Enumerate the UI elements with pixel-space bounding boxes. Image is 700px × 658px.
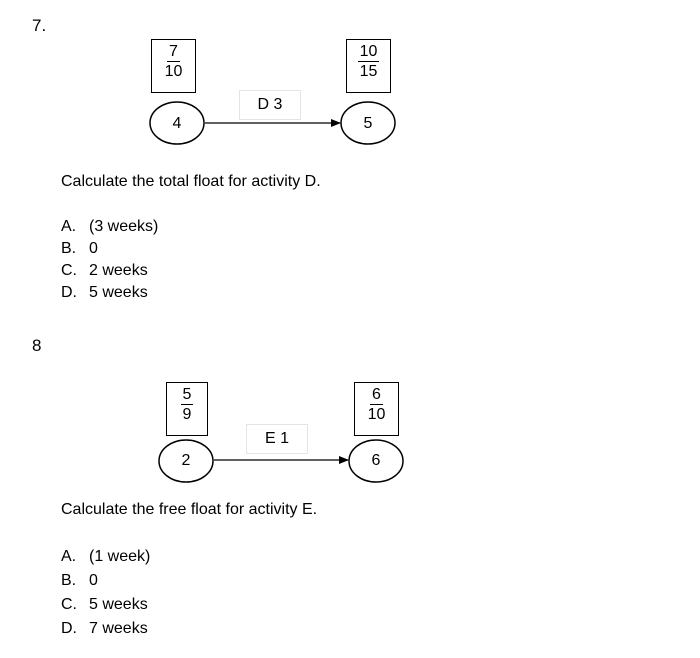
option-letter: A.: [61, 548, 77, 565]
q8-options: [61, 545, 150, 641]
option-text: 5 weeks: [89, 284, 148, 301]
option-text: 5 weeks: [89, 596, 148, 613]
q7-options: [61, 216, 158, 304]
q7-option-a[interactable]: [61, 216, 158, 238]
q7-start-node-id: 4: [172, 115, 182, 132]
q7-option-d[interactable]: [61, 282, 158, 304]
option-letter: C.: [61, 262, 77, 279]
q7-end-node-id: 5: [363, 115, 373, 132]
q8-end-node-times: [354, 382, 399, 436]
q8-activity-label: E 1: [246, 424, 308, 454]
q8-number: 8: [32, 336, 42, 355]
q8-start-node-earliest: 5: [182, 386, 192, 403]
option-letter: B.: [61, 240, 77, 257]
q8-start-node-latest: 9: [182, 406, 192, 423]
option-letter: C.: [61, 596, 77, 613]
q7-end-node-earliest: 10: [359, 43, 378, 60]
q7-end-node-latest: 15: [359, 63, 378, 80]
option-text: 0: [89, 572, 98, 589]
q8-start-node-id: 2: [181, 452, 191, 469]
q8-end-node-id: 6: [371, 452, 381, 469]
q7-number: 7.: [32, 16, 47, 35]
option-text: 2 weeks: [89, 262, 148, 279]
option-text: (1 week): [89, 548, 151, 565]
q8-prompt: Calculate the free float for activity E.: [61, 501, 318, 518]
q8-option-a[interactable]: [61, 545, 150, 569]
q7-prompt: Calculate the total float for activity D.: [61, 173, 321, 190]
q7-start-node-times: [151, 39, 196, 93]
option-text: 7 weeks: [89, 620, 148, 637]
q8-option-d[interactable]: [61, 617, 150, 641]
q8-end-node-earliest: 6: [372, 386, 381, 403]
q8-option-c[interactable]: [61, 593, 150, 617]
option-text: 0: [89, 240, 98, 257]
option-letter: A.: [61, 218, 77, 235]
option-letter: D.: [61, 284, 77, 301]
q7-option-c[interactable]: [61, 260, 158, 282]
q7-end-node-times: [346, 39, 391, 93]
q8-option-b[interactable]: [61, 569, 150, 593]
q7-activity-label: D 3: [239, 90, 301, 120]
option-letter: B.: [61, 572, 77, 589]
q7-start-node-earliest: 7: [169, 43, 178, 60]
option-letter: D.: [61, 620, 77, 637]
q8-start-node-times: [166, 382, 208, 436]
q7-option-b[interactable]: [61, 238, 158, 260]
option-text: (3 weeks): [89, 218, 159, 235]
q8-end-node-latest: 10: [367, 406, 386, 423]
q7-start-node-latest: 10: [164, 63, 183, 80]
